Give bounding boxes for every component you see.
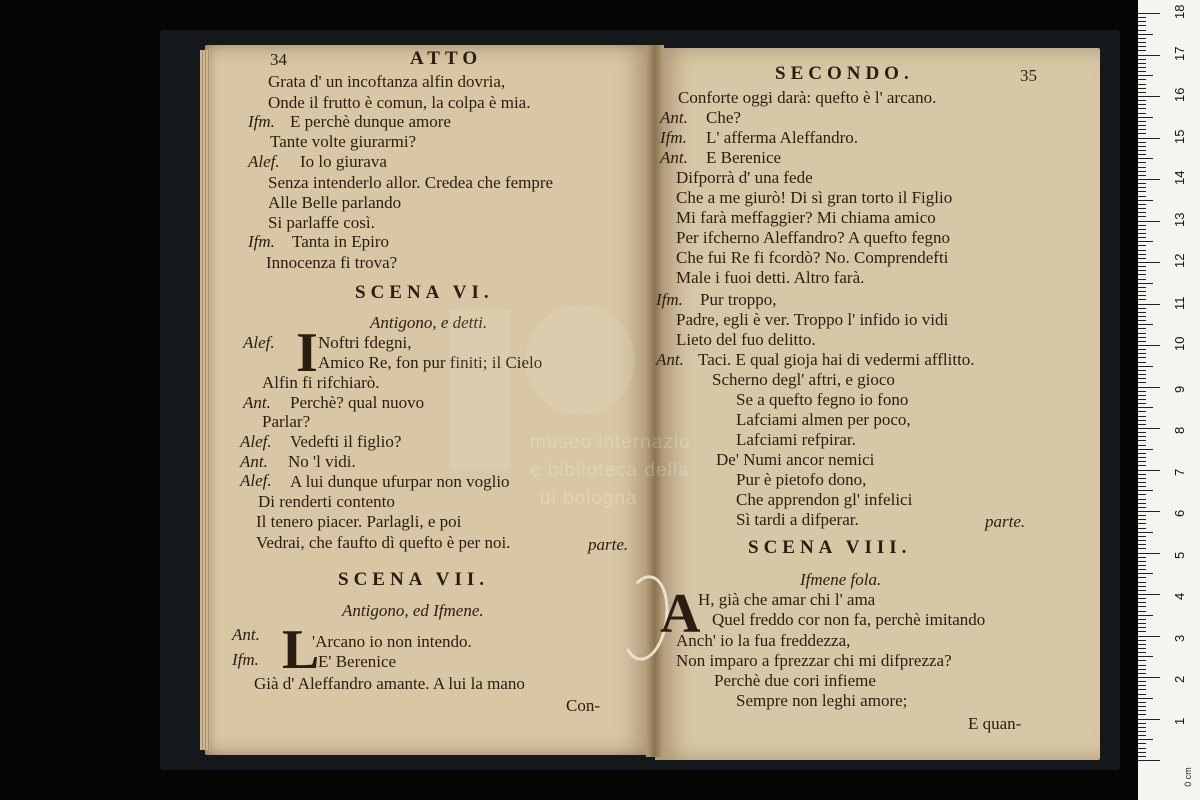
ruler-tick: [1138, 577, 1146, 578]
text-line: Tanta in Epiro: [292, 232, 390, 251]
text-line: Si parlaffe così.: [268, 213, 375, 232]
ruler-tick: [1138, 561, 1146, 562]
text-line: Io lo giurava: [300, 152, 387, 171]
ruler-tick: [1138, 59, 1146, 60]
ruler-tick: [1138, 167, 1146, 168]
ruler-label: 11: [1172, 296, 1187, 310]
ruler-tick: [1138, 266, 1146, 267]
ruler-tick: [1138, 420, 1146, 421]
ruler-tick: [1138, 113, 1146, 114]
ruler-tick: [1138, 652, 1146, 653]
ruler-tick: [1138, 748, 1146, 749]
right-page-number: 35: [1020, 66, 1037, 85]
ruler-tick: [1138, 158, 1153, 159]
ruler-tick: [1138, 689, 1146, 690]
ruler-label: 5: [1172, 551, 1187, 559]
ruler-tick: [1138, 399, 1146, 400]
ruler-tick: [1138, 436, 1146, 437]
speaker-label: Ifm.: [248, 112, 275, 131]
ruler-tick: [1138, 619, 1146, 620]
speaker-label: Alef.: [240, 432, 272, 451]
ruler-tick: [1138, 262, 1160, 263]
ruler-tick: [1138, 416, 1146, 417]
ruler-tick: [1138, 432, 1146, 433]
scene-heading: SCENA VIII.: [748, 537, 912, 558]
ruler-tick: [1138, 395, 1146, 396]
ruler-tick: [1138, 606, 1146, 607]
ruler-tick: [1138, 665, 1146, 666]
text-line: Innocenza fi trova?: [266, 253, 398, 272]
speaker-label: Ifm.: [232, 650, 259, 669]
drop-cap: I: [296, 322, 318, 384]
text-line: Padre, egli è ver. Troppo l' infido io vidi: [676, 310, 949, 329]
ruler-tick: [1138, 673, 1146, 674]
ruler-tick: [1138, 586, 1146, 587]
ruler-label: 13: [1172, 212, 1187, 227]
speaker-label: Ant.: [232, 625, 260, 644]
text-line: Vedefti il figlio?: [290, 432, 402, 451]
ruler-tick: [1138, 445, 1146, 446]
catchword: Con-: [566, 696, 600, 715]
ruler-tick: [1138, 162, 1146, 163]
ruler-tick: [1138, 752, 1146, 753]
ruler-tick: [1138, 100, 1146, 101]
ruler-tick: [1138, 67, 1146, 68]
ruler-tick: [1138, 42, 1146, 43]
ruler-tick: [1138, 175, 1146, 176]
ruler-tick: [1138, 532, 1153, 533]
ruler-tick: [1138, 200, 1153, 201]
text-line: Mi farà meffaggier? Mi chiama amico: [676, 208, 936, 227]
ruler-tick: [1138, 677, 1160, 678]
ruler-tick: [1138, 453, 1146, 454]
ruler-tick: [1138, 279, 1146, 280]
ruler-tick: [1138, 714, 1146, 715]
speaker-label: Ant.: [240, 452, 268, 471]
ruler-tick: [1138, 440, 1146, 441]
ruler-tick: [1138, 519, 1146, 520]
ruler-tick: [1138, 623, 1146, 624]
ruler-tick: [1138, 204, 1146, 205]
ruler-tick: [1138, 602, 1146, 603]
ruler-tick: [1138, 328, 1146, 329]
ruler-tick: [1138, 727, 1146, 728]
ruler-tick: [1138, 121, 1146, 122]
ruler-label: 9: [1172, 385, 1187, 393]
ruler-tick: [1138, 482, 1146, 483]
text-line: Già d' Aleffandro amante. A lui la mano: [254, 674, 525, 693]
ruler-tick: [1138, 756, 1146, 757]
ruler-tick: [1138, 183, 1146, 184]
text-line: Grata d' un incoftanza alfin dovria,: [268, 72, 506, 91]
ruler-tick: [1138, 631, 1146, 632]
ruler-tick: [1138, 312, 1146, 313]
ruler-tick: [1138, 702, 1146, 703]
scene-cast: Antigono, e detti.: [370, 313, 488, 332]
ruler-tick: [1138, 411, 1146, 412]
ruler-tick: [1138, 179, 1160, 180]
scene-cast: Ifmene fola.: [800, 570, 882, 589]
ruler-tick: [1138, 640, 1146, 641]
ruler-tick: [1138, 96, 1160, 97]
text-line: Lieto del fuo delitto.: [676, 330, 816, 349]
text-line: Conforte oggi darà: quefto è l' arcano.: [678, 88, 937, 107]
speaker-label: Ifm.: [660, 128, 687, 147]
drop-cap: L: [282, 619, 320, 681]
speaker-label: Alef.: [240, 471, 272, 490]
ruler-tick: [1138, 337, 1146, 338]
ruler-tick: [1138, 449, 1153, 450]
ruler-tick: [1138, 221, 1160, 222]
ruler-tick: [1138, 499, 1146, 500]
ruler-tick: [1138, 370, 1146, 371]
ruler-tick: [1138, 374, 1146, 375]
ruler-tick: [1138, 548, 1146, 549]
speaker-label: Ifm.: [656, 290, 683, 309]
left-running-head: ATTO: [410, 48, 483, 69]
ruler-tick: [1138, 573, 1153, 574]
ruler-tick: [1138, 382, 1146, 383]
ruler-tick: [1138, 536, 1146, 537]
ruler-tick: [1138, 287, 1146, 288]
ruler-tick: [1138, 461, 1146, 462]
ruler-tick: [1138, 615, 1153, 616]
ruler-tick: [1138, 511, 1160, 512]
ruler-tick: [1138, 38, 1146, 39]
ruler-tick: [1138, 648, 1146, 649]
text-line: Parlar?: [262, 412, 311, 431]
ruler-tick: [1138, 295, 1146, 296]
text-line: Alle Belle parlando: [268, 193, 402, 212]
text-line: Il tenero piacer. Parlagli, e poi: [256, 512, 462, 531]
ruler-tick: [1138, 142, 1146, 143]
text-line: E Berenice: [706, 148, 782, 167]
speaker-label: Ant.: [660, 148, 688, 167]
ruler-tick: [1138, 270, 1146, 271]
aria-line: Lafciami refpirar.: [736, 430, 856, 449]
ruler-label: 7: [1172, 468, 1187, 476]
ruler-tick: [1138, 644, 1146, 645]
ruler-label: 14: [1172, 170, 1187, 185]
ruler-tick: [1138, 138, 1160, 139]
ruler-tick: [1138, 594, 1160, 595]
ruler-tick: [1138, 212, 1146, 213]
ruler-tick: [1138, 428, 1160, 429]
ruler-tick: [1138, 13, 1160, 14]
text-line: A lui dunque ufurpar non voglio: [290, 472, 510, 491]
ruler-tick: [1138, 283, 1153, 284]
ruler-tick: [1138, 63, 1146, 64]
ruler-tick: [1138, 528, 1146, 529]
ruler-tick: [1138, 598, 1146, 599]
ruler-tick: [1138, 250, 1146, 251]
text-line: 'Arcano io non intendo.: [312, 632, 472, 651]
drop-cap: A: [660, 583, 701, 645]
ruler-tick: [1138, 333, 1146, 334]
text-line: Taci. E qual gioja hai di vedermi afflitto.: [698, 350, 975, 369]
aria-line: Che apprendon gl' infelici: [736, 490, 913, 509]
text-line: Che?: [706, 108, 741, 127]
ruler-tick: [1138, 407, 1153, 408]
ruler-tick: [1138, 216, 1146, 217]
ruler-tick: [1138, 569, 1146, 570]
text-line: Di renderti contento: [258, 492, 395, 511]
ruler-tick: [1138, 84, 1146, 85]
text-line: Che a me giurò! Di sì gran torto il Figlio: [676, 188, 953, 207]
ruler-tick: [1138, 291, 1146, 292]
text-line: Pur troppo,: [700, 290, 777, 309]
aria-line: Sì tardi a difperar.: [736, 510, 859, 529]
ruler-tick: [1138, 731, 1146, 732]
ruler-tick: [1138, 171, 1146, 172]
ruler-tick: [1138, 71, 1146, 72]
ruler-label: 6: [1172, 509, 1187, 517]
text-line: Perchè due cori infieme: [714, 671, 876, 690]
ruler-tick: [1138, 258, 1146, 259]
ruler-tick: [1138, 457, 1146, 458]
ruler-tick: [1138, 544, 1146, 545]
ruler-label: 4: [1172, 592, 1187, 600]
stage-direction: parte.: [588, 535, 629, 554]
ruler-tick: [1138, 760, 1160, 761]
text-line: Non imparo a fprezzar chi mi difprezza?: [676, 651, 952, 670]
ruler-tick: [1138, 656, 1153, 657]
ruler-tick: [1138, 233, 1146, 234]
ruler-tick: [1138, 108, 1146, 109]
speaker-label: Ifm.: [248, 232, 275, 251]
speaker-label: Alef.: [248, 152, 280, 171]
ruler-tick: [1138, 611, 1146, 612]
watermark-text: museo internazio: [530, 432, 691, 453]
museum-watermark-logo: [430, 270, 650, 490]
ruler-label: 17: [1172, 46, 1187, 61]
text-line: Quel freddo cor non fa, perchè imitando: [712, 610, 986, 629]
ruler-tick: [1138, 391, 1146, 392]
text-line: No 'l vidi.: [288, 452, 356, 471]
ruler-tick: [1138, 523, 1146, 524]
ruler-tick: [1138, 88, 1146, 89]
ruler-tick: [1138, 129, 1146, 130]
aria-line: De' Numi ancor nemici: [716, 450, 875, 469]
ruler-tick: [1138, 503, 1146, 504]
ruler-tick: [1138, 274, 1146, 275]
ruler-tick: [1138, 304, 1160, 305]
ruler-tick: [1138, 735, 1146, 736]
ruler-tick: [1138, 565, 1146, 566]
ruler-tick: [1138, 229, 1146, 230]
ruler-tick: [1138, 225, 1146, 226]
ruler-label: 2: [1172, 675, 1187, 683]
ruler-tick: [1138, 685, 1146, 686]
ruler-tick: [1138, 208, 1146, 209]
ruler-tick: [1138, 582, 1146, 583]
aria-line: Se a quefto fegno io fono: [736, 390, 909, 409]
ruler-tick: [1138, 30, 1146, 31]
watermark-text: e biblioteca della: [530, 460, 690, 481]
ruler-tick: [1138, 353, 1146, 354]
ruler-tick: [1138, 494, 1146, 495]
ruler-tick: [1138, 254, 1146, 255]
text-line: Onde il frutto è comun, la colpa è mia.: [268, 93, 531, 112]
aria-line: Scherno degl' aftri, e gioco: [712, 370, 895, 389]
ruler-tick: [1138, 362, 1146, 363]
ruler-tick: [1138, 154, 1146, 155]
ruler-tick: [1138, 17, 1146, 18]
text-line: L' afferma Aleffandro.: [706, 128, 859, 147]
ruler-tick: [1138, 320, 1146, 321]
text-line: E perchè dunque amore: [290, 112, 451, 131]
ruler-tick: [1138, 191, 1146, 192]
scene-cast: Antigono, ed Ifmene.: [342, 601, 484, 620]
ruler-tick: [1138, 34, 1153, 35]
ruler-label: 12: [1172, 253, 1187, 268]
right-running-head: SECONDO.: [775, 63, 914, 84]
ruler-tick: [1138, 25, 1146, 26]
ruler-tick: [1138, 470, 1160, 471]
ruler-tick: [1138, 150, 1146, 151]
ruler-label: 3: [1172, 634, 1187, 642]
text-line: Tante volte giurarmi?: [270, 132, 417, 151]
ruler-label: 18: [1172, 4, 1187, 19]
page-edges: [200, 50, 210, 750]
ruler-tick: [1138, 50, 1146, 51]
ruler-tick: [1138, 308, 1146, 309]
ruler-tick: [1138, 515, 1146, 516]
ruler-tick: [1138, 366, 1153, 367]
ruler-tick: [1138, 341, 1146, 342]
catchword: E quan-: [968, 714, 1022, 733]
ruler-label: 8: [1172, 426, 1187, 434]
speaker-label: Ant.: [243, 393, 271, 412]
ruler-tick: [1138, 557, 1146, 558]
ruler-tick: [1138, 187, 1146, 188]
ruler-tick: [1138, 669, 1146, 670]
text-line: Senza intenderlo allor. Credea che fempre: [268, 173, 554, 192]
ruler-tick: [1138, 55, 1160, 56]
scene-heading: SCENA VI.: [355, 282, 494, 303]
ruler-tick: [1138, 46, 1146, 47]
ruler-tick: [1138, 104, 1146, 105]
ruler-tick: [1138, 196, 1146, 197]
ruler-tick: [1138, 723, 1146, 724]
ruler-tick: [1138, 424, 1146, 425]
ruler-tick: [1138, 636, 1160, 637]
text-line: Amico Re, fon pur finiti; il Cielo: [318, 353, 543, 372]
stage-direction: parte.: [985, 512, 1026, 531]
ruler-tick: [1138, 324, 1153, 325]
ruler-tick: [1138, 245, 1146, 246]
ruler-tick: [1138, 349, 1146, 350]
ruler-label: 1: [1172, 717, 1187, 725]
ruler-tick: [1138, 490, 1153, 491]
text-line: Alfin fi rifchiarò.: [262, 373, 380, 392]
ruler-tick: [1138, 75, 1153, 76]
text-line: Che fui Re fi fcordò? No. Comprendefti: [676, 248, 949, 267]
ruler-tick: [1138, 474, 1146, 475]
ruler-tick: [1138, 681, 1146, 682]
ruler-tick: [1138, 719, 1160, 720]
ruler-tick: [1138, 540, 1146, 541]
text-line: Anch' io la fua freddezza,: [676, 631, 851, 650]
speaker-label: Ant.: [656, 350, 684, 369]
ruler-tick: [1138, 507, 1146, 508]
ruler-tick: [1138, 553, 1160, 554]
ruler-tick: [1138, 710, 1146, 711]
ruler-tick: [1138, 241, 1153, 242]
ruler-tick: [1138, 125, 1146, 126]
text-line: Perchè? qual nuovo: [290, 393, 425, 412]
measurement-ruler: [1138, 0, 1200, 800]
ruler-tick: [1138, 146, 1146, 147]
ruler-tick: [1138, 743, 1146, 744]
ruler-label: 10: [1172, 336, 1187, 351]
text-line: Sempre non leghi amore;: [736, 691, 908, 710]
ruler-tick: [1138, 299, 1146, 300]
ruler-tick: [1138, 387, 1160, 388]
ruler-tick: [1138, 403, 1146, 404]
text-line: Difporrà d' una fede: [676, 168, 813, 187]
ruler-tick: [1138, 465, 1146, 466]
text-line: Per ifcherno Aleffandro? A quefto fegno: [676, 228, 950, 247]
ruler-tick: [1138, 92, 1146, 93]
text-line: E' Berenice: [318, 652, 397, 671]
ruler-tick: [1138, 133, 1146, 134]
ruler-tick: [1138, 117, 1153, 118]
speaker-label: Alef.: [243, 333, 275, 352]
ruler-tick: [1138, 378, 1146, 379]
ruler-tick: [1138, 698, 1153, 699]
ruler-tick: [1138, 590, 1146, 591]
ruler-tick: [1138, 660, 1146, 661]
ruler-tick: [1138, 478, 1146, 479]
left-page-number: 34: [270, 50, 287, 69]
ruler-label: 15: [1172, 129, 1187, 144]
ruler-tick: [1138, 627, 1146, 628]
ruler-tick: [1138, 739, 1153, 740]
ruler-tick: [1138, 706, 1146, 707]
ruler-tick: [1138, 357, 1146, 358]
ruler-tick: [1138, 694, 1146, 695]
ruler-unit-label: 0 cm: [1182, 767, 1193, 787]
ruler-tick: [1138, 486, 1146, 487]
watermark-text: di bologna: [540, 488, 638, 509]
ruler-label: 16: [1172, 87, 1187, 102]
text-line: Noftri fdegni,: [318, 333, 412, 352]
aria-line: Pur è pietofo dono,: [736, 470, 867, 489]
text-line: Vedrai, che faufto dì quefto è per noi.: [256, 533, 511, 552]
ruler-tick: [1138, 237, 1146, 238]
speaker-label: Ant.: [660, 108, 688, 127]
aria-line: Lafciami almen per poco,: [736, 410, 911, 429]
ruler-tick: [1138, 316, 1146, 317]
text-line: H, già che amar chi l' ama: [698, 590, 876, 609]
text-line: Male i fuoi detti. Altro farà.: [676, 268, 865, 287]
ruler-tick: [1138, 345, 1160, 346]
scene-heading: SCENA VII.: [338, 569, 490, 590]
ruler-tick: [1138, 21, 1146, 22]
ruler-tick: [1138, 79, 1146, 80]
